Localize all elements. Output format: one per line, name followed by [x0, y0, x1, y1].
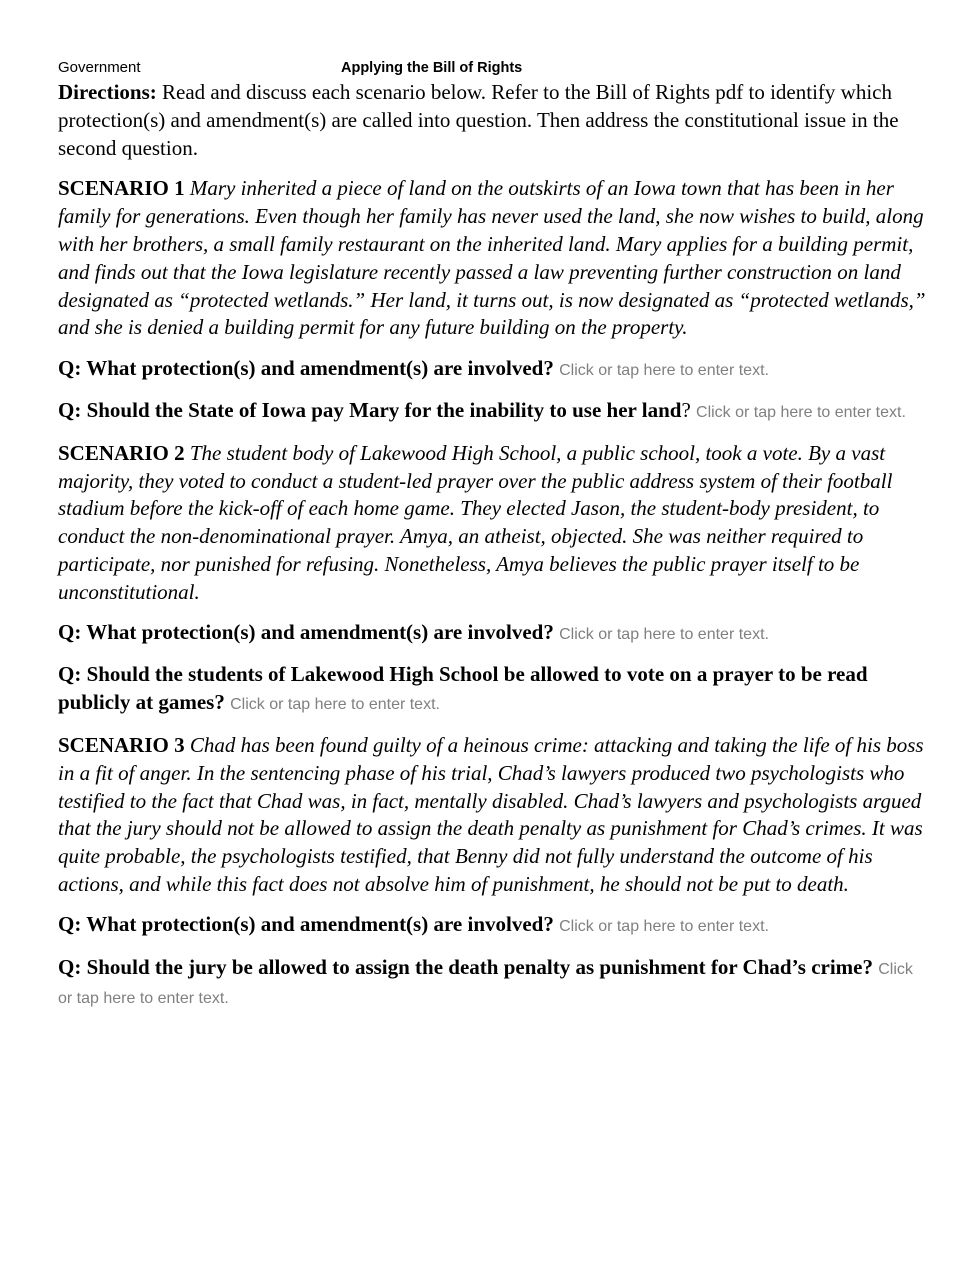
directions-label: Directions: [58, 80, 157, 104]
scenario-3-question-2 [58, 954, 928, 1014]
directions-paragraph [58, 79, 928, 162]
question-text: Q: What protection(s) and amendment(s) are involved? [58, 912, 554, 937]
answer-field[interactable]: Click or tap here to enter text. [559, 626, 769, 644]
page-header [58, 58, 928, 78]
scenario-3-question-1 [58, 911, 928, 941]
answer-field[interactable]: Click or tap here to enter text. [559, 361, 769, 379]
answer-field[interactable]: Click or tap here to enter text. [230, 696, 440, 714]
question-suffix: ? [681, 397, 691, 422]
scenario-label: SCENARIO 3 [58, 732, 185, 757]
scenario-1 [58, 175, 928, 342]
scenario-text: Mary inherited a piece of land on the outskirts of an Iowa town that has been in her family for generations. Even though her family has never used the land, she now wishes to build, along with her brothers, a small family restaurant on the inherited land. Mary applies for a building permit, and finds out that the Iowa legislature recently passed a law preventing further construction on land designated as “protected wetlands.” Her land, it turns out, is now designated as “protected wetlands,” and she is denied a building permit for any future building on the property. [58, 176, 926, 340]
document-page [58, 58, 928, 1013]
course-name: Government [58, 59, 141, 76]
scenario-text: Chad has been found guilty of a heinous crime: attacking and taking the life of his boss in a fit of anger. In the sentencing phase of his trial, Chad’s lawyers produced two psychologists who testified to the fact that Chad was, in fact, mentally disabled. Chad’s lawyers and psychologists argued that the jury should not be allowed to assign the death penalty as punishment for Chad’s crimes. It was quite probable, the psychologists testified, that Benny did not fully understand the outcome of his actions, and while this fact does not absolve him of punishment, he should not be put to death. [58, 732, 924, 896]
scenario-label: SCENARIO 1 [58, 176, 185, 201]
scenario-1-question-1 [58, 355, 928, 385]
question-text: Q: What protection(s) and amendment(s) are involved? [58, 620, 554, 645]
worksheet-title: Applying the Bill of Rights [341, 60, 523, 76]
question-text: Q: What protection(s) and amendment(s) are involved? [58, 355, 554, 380]
scenario-text: The student body of Lakewood High School, a public school, took a vote. By a vast majority, they voted to conduct a student-led prayer over the public address system of their football stadium before the kick-off of each home game. They elected Jason, the student-body president, to conduct the non-denominational prayer. Amya, an atheist, objected. She was neither required to participate, nor punished for refusing. Nonetheless, Amya believes the public prayer itself to be unconstitutional. [58, 440, 893, 604]
question-text: Q: Should the State of Iowa pay Mary for the inability to use her land [58, 397, 682, 422]
answer-field[interactable]: Click or tap here to enter text. [696, 403, 906, 421]
scenario-3 [58, 732, 928, 899]
answer-field[interactable]: Click or tap here to enter text. [559, 918, 769, 936]
scenario-2 [58, 440, 928, 607]
directions-text: Read and discuss each scenario below. Refer to the Bill of Rights pdf to identify which protection(s) and amendment(s) are called into question. Then address the constitutional issue in the second question. [58, 80, 899, 160]
question-text: Q: Should the jury be allowed to assign the death penalty as punishment for Chad’s crime? [58, 954, 873, 979]
question-text: Q: Should the students of Lakewood High School be allowed to vote on a prayer to be read publicly at games? [58, 662, 868, 715]
answer-field[interactable]: Click or tap here to enter text. [58, 960, 913, 1008]
scenario-label: SCENARIO 2 [58, 440, 185, 465]
scenario-1-question-2 [58, 397, 928, 427]
scenario-2-question-2 [58, 661, 928, 719]
scenario-2-question-1 [58, 619, 928, 649]
